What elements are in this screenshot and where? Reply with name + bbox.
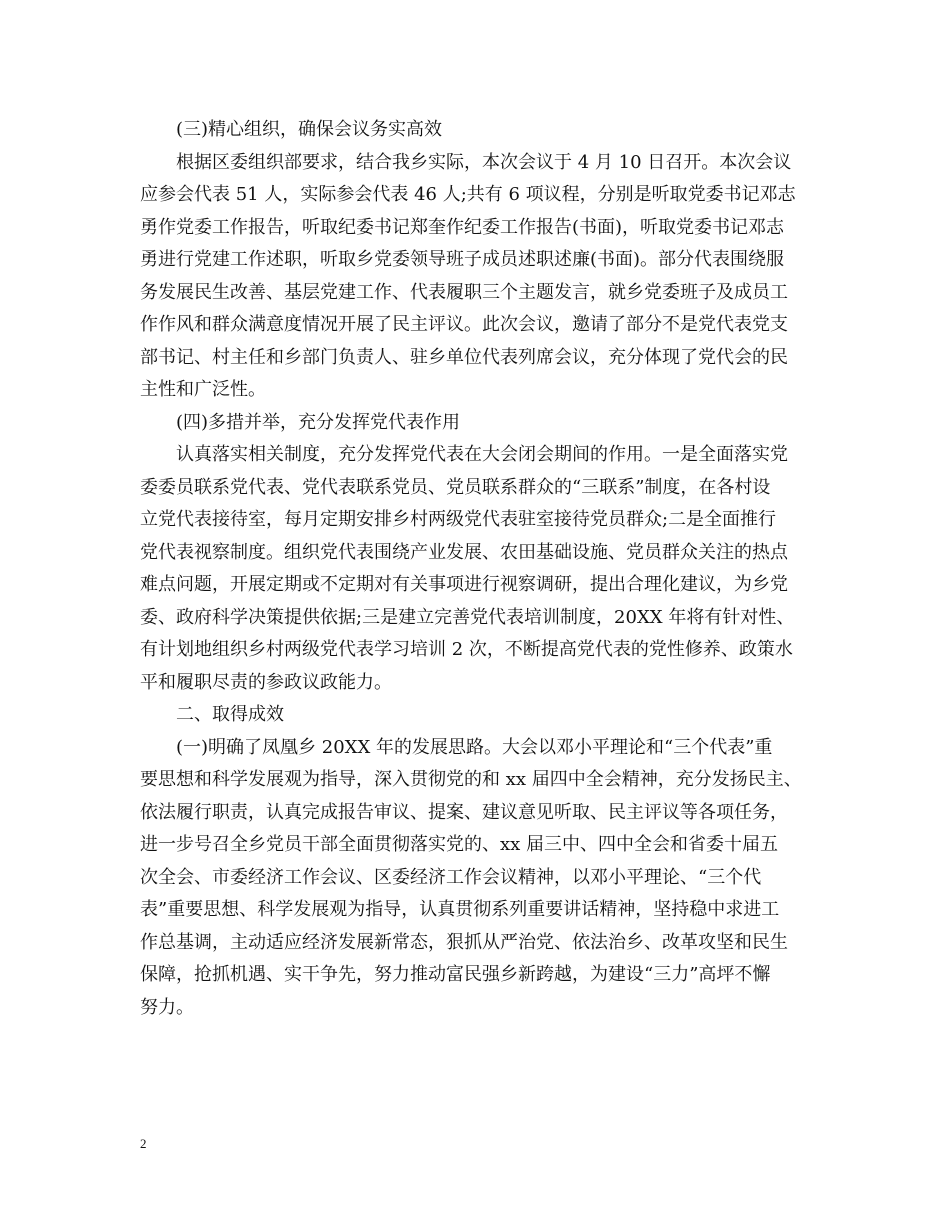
text-line: 务发展民生改善、基层党建工作、代表履职三个主题发言，就乡党委班子及成员工 (140, 281, 788, 303)
text-line: (三)精心组织，确保会议务实高效 (176, 119, 443, 140)
text-line: 根据区委组织部要求，结合我乡实际，本次会议于 4 月 10 日召开。本次会议 (176, 151, 792, 173)
text-line: 党代表视察制度。组织党代表围绕产业发展、农田基础设施、党员群众关注的热点 (140, 541, 788, 563)
text-line: 要思想和科学发展观为指导，深入贯彻党的和 xx 届四中全会精神，充分发扬民主、 (140, 769, 802, 790)
text-line: (四)多措并举，充分发挥党代表作用 (176, 411, 461, 433)
text-line: 次全会、市委经济工作会议、区委经济工作会议精神，以邓小平理论、“三个代 (140, 866, 762, 888)
text-line: 保障，抢抓机遇、实干争先，努力推动富民强乡新跨越，为建设“三力”高坪不懈 (140, 964, 771, 985)
document-body (140, 114, 820, 1024)
text-line: 依法履行职责，认真完成报告审议、提案、建议意见听取、民主评议等各项任务， (140, 801, 788, 823)
text-line: 努力。 (140, 996, 194, 1018)
text-line: 主性和广泛性。 (140, 379, 266, 400)
text-line: 作作风和群众满意度情况开展了民主评议。此次会议，邀请了部分不是党代表党支 (140, 314, 788, 335)
text-line: 作总基调，主动适应经济发展新常态，狠抓从严治党、依法治乡、改革攻坚和民生 (140, 931, 788, 953)
text-line: 勇作党委工作报告，听取纪委书记郑奎作纪委工作报告(书面)，听取党委书记邓志 (140, 216, 785, 238)
text-line: 进一步号召全乡党员干部全面贯彻落实党的、xx 届三中、四中全会和省委十届五 (140, 834, 779, 855)
text-line: 难点问题，开展定期或不定期对有关事项进行视察调研，提出合理化建议，为乡党 (140, 574, 788, 595)
text-line: 委、政府科学决策提供依据;三是建立完善党代表培训制度，20XX 年将有针对性、 (140, 606, 795, 628)
text-line: 有计划地组织乡村两级党代表学习培训 2 次，不断提高党代表的党性修养、政策水 (140, 639, 793, 660)
text-line: 表”重要思想、科学发展观为指导，认真贯彻系列重要讲话精神，坚持稳中求进工 (140, 899, 780, 920)
text-line: 认真落实相关制度，充分发挥党代表在大会闭会期间的作用。一是全面落实党 (176, 444, 788, 465)
text-line: 二、取得成效 (176, 704, 284, 725)
text-line: 部书记、村主任和乡部门负责人、驻乡单位代表列席会议，充分体现了党代会的民 (140, 346, 788, 368)
text-line: 勇进行党建工作述职，听取乡党委领导班子成员述职述廉(书面)。部分代表围绕服 (140, 249, 785, 270)
text-line: 平和履职尽责的参政议政能力。 (140, 671, 392, 693)
text-line: 委委员联系党代表、党代表联系党员、党员联系群众的“三联系”制度，在各村设 (140, 476, 771, 498)
text-line: 应参会代表 51 人，实际参会代表 46 人;共有 6 项议程，分别是听取党委书记邓志 (140, 184, 796, 205)
page-number: 2 (140, 1136, 147, 1151)
text-line: 立党代表接待室，每月定期安排乡村两级党代表驻室接待党员群众;二是全面推行 (140, 509, 777, 530)
text-line: (一)明确了凤凰乡 20XX 年的发展思路。大会以邓小平理论和“三个代表”重 (176, 736, 773, 758)
